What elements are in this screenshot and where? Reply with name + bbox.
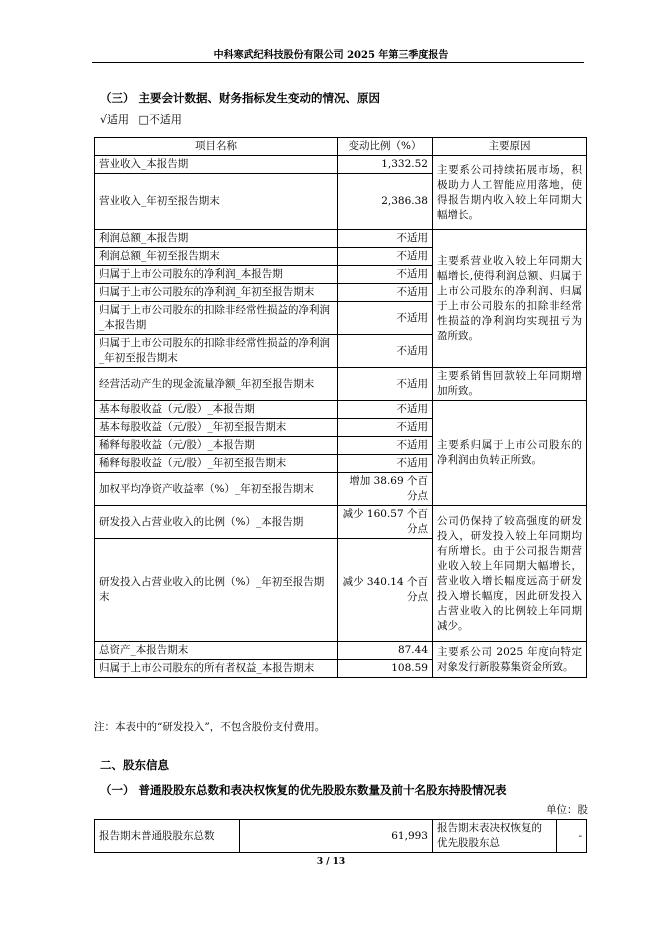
item-cell: 归属于上市公司股东的扣除非经常性损益的净利润_年初至报告期末: [95, 335, 338, 368]
reason-cell: 主要系公司持续拓展市场，积极助力人工智能应用落地，使得报告期内收入较上年同期大幅增长。: [433, 156, 587, 230]
not-applicable-option: □不适用: [138, 113, 182, 126]
change-cell: 减少 160.57 个百分点: [338, 506, 433, 539]
unit-label: 单位：股: [546, 804, 588, 816]
item-cell: 归属于上市公司股东的净利润_本报告期: [95, 266, 338, 284]
item-cell: 总资产_本报告期末: [95, 642, 338, 660]
change-cell: 不适用: [338, 455, 433, 473]
table-note: 注：本表中的“研发投入”，不包含股份支付费用。: [94, 721, 326, 733]
change-table: [94, 137, 587, 678]
reason-cell: 主要系销售回款较上年同期增加所致。: [433, 368, 587, 401]
section-title: （三） 主要会计数据、财务指标发生变动的情况、原因: [100, 91, 381, 105]
item-cell: 营业收入_年初至报告期末: [95, 174, 338, 230]
change-cell: 不适用: [338, 335, 433, 368]
item-cell: 研发投入占营业收入的比例（%）_本报告期: [95, 506, 338, 539]
table-row: [95, 820, 587, 853]
table-row: [95, 368, 587, 401]
page-header: 中科寒武纪科技股份有限公司 2025 年第三季度报告: [213, 50, 449, 61]
item-cell: 归属于上市公司股东的扣除非经常性损益的净利润_本报告期: [95, 302, 338, 335]
item-cell: 稀释每股收益（元/股）_本报告期: [95, 437, 338, 455]
reason-cell: 主要系归属于上市公司股东的净利润由负转正所致。: [433, 401, 587, 506]
change-cell: 1,332.52: [338, 156, 433, 174]
item-cell: 归属于上市公司股东的所有者权益_本报告期末: [95, 660, 338, 678]
change-cell: 2,386.38: [338, 174, 433, 230]
table-row: [95, 230, 587, 248]
reason-cell: 主要系营业收入较上年同期大幅增长,使得利润总额、归属于上市公司股东的净利润、归属于上市公司股东的扣除非经常性损益的净利润均实现扭亏为盈所致。: [433, 230, 587, 368]
table-row: [95, 401, 587, 419]
table-header-row: [95, 138, 587, 156]
table-row: [95, 506, 587, 539]
change-cell: 不适用: [338, 419, 433, 437]
value-cell: 61,993: [240, 820, 433, 853]
item-cell: 利润总额_本报告期: [95, 230, 338, 248]
item-cell: 经营活动产生的现金流量净额_年初至报告期末: [95, 368, 338, 401]
item-cell: 加权平均净资产收益率（%）_年初至报告期末: [95, 473, 338, 506]
column-header: 变动比例（%）: [338, 138, 433, 156]
shareholder-table: [94, 819, 587, 853]
item-cell: 研发投入占营业收入的比例（%）_年初至报告期末: [95, 539, 338, 642]
table-row: [95, 156, 587, 174]
change-cell: 增加 38.69 个百分点: [338, 473, 433, 506]
change-cell: 87.44: [338, 642, 433, 660]
reason-cell: 主要系公司 2025 年度向特定对象发行新股募集资金所致。: [433, 642, 587, 678]
column-header: 主要原因: [433, 138, 587, 156]
header-divider: [92, 62, 584, 63]
page-number: 3 / 13: [316, 857, 346, 867]
change-cell: 不适用: [338, 248, 433, 266]
item-cell: 基本每股收益（元/股）_本报告期: [95, 401, 338, 419]
change-cell: 不适用: [338, 266, 433, 284]
reason-cell: 公司仍保持了较高强度的研发投入，研发投入较上年同期均有所增长。由于公司报告期营业收入较上年同期大幅增长，营业收入增长幅度远高于研发投入增长幅度，因此研发投入占营业收入的比例较上年同期减少。: [433, 506, 587, 642]
applicable-option: √适用: [100, 113, 130, 126]
column-header: 项目名称: [95, 138, 338, 156]
change-cell: 108.59: [338, 660, 433, 678]
change-cell: 不适用: [338, 437, 433, 455]
table-row: [95, 642, 587, 660]
change-cell: 减少 340.14 个百分点: [338, 539, 433, 642]
change-cell: 不适用: [338, 401, 433, 419]
value-cell: -: [557, 820, 587, 853]
applicability-options: [100, 111, 188, 127]
item-cell: 基本每股收益（元/股）_年初至报告期末: [95, 419, 338, 437]
item-cell: 营业收入_本报告期: [95, 156, 338, 174]
item-cell: 归属于上市公司股东的净利润_年初至报告期末: [95, 284, 338, 302]
change-cell: 不适用: [338, 368, 433, 401]
change-cell: 不适用: [338, 284, 433, 302]
change-cell: 不适用: [338, 230, 433, 248]
section-title: 二、股东信息: [100, 758, 169, 772]
label-cell: 报告期末普通股股东总数: [95, 820, 240, 853]
subsection-title: （一） 普通股股东总数和表决权恢复的优先股股东数量及前十名股东持股情况表: [100, 783, 507, 797]
change-cell: 不适用: [338, 302, 433, 335]
item-cell: 利润总额_年初至报告期末: [95, 248, 338, 266]
label-cell: 报告期末表决权恢复的优先股股东总: [433, 820, 557, 853]
item-cell: 稀释每股收益（元/股）_年初至报告期末: [95, 455, 338, 473]
